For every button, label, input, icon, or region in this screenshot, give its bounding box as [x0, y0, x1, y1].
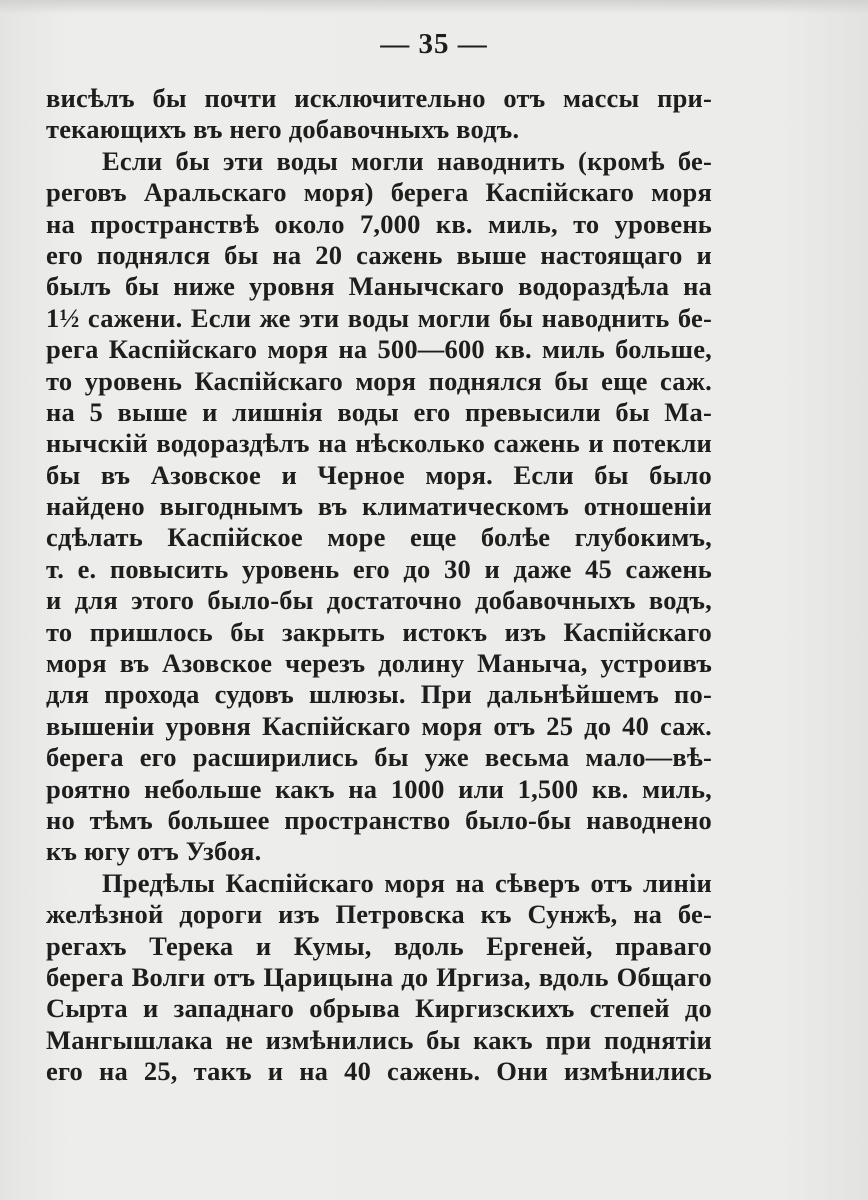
text-line: висѣлъ бы почти исключительно отъ массы при- — [46, 83, 712, 113]
text-line: но тѣмъ большее пространство было-бы наводнено — [46, 804, 712, 835]
text-line: вышеніи уровня Каспійскаго моря отъ 25 до 40 саж. — [46, 710, 712, 741]
text-line: Если бы эти воды могли наводнить (кромѣ бе- — [102, 145, 712, 176]
text-line: найдено выгоднымъ въ климатическомъ отношеніи — [46, 491, 712, 522]
text-line: нычскій водораздѣлъ на нѣсколько сажень и потекли — [46, 428, 712, 459]
text-line: регахъ Терека и Кумы, вдоль Ергеней, праваго — [46, 930, 712, 961]
text-line: берега его расширились бы уже весьма мало—вѣ- — [46, 742, 712, 773]
text-line: Сырта и западнаго обрыва Киргизскихъ степей до — [46, 993, 712, 1024]
text-line: его поднялся бы на 20 сажень выше настоящаго и — [46, 239, 712, 270]
paragraph — [46, 146, 712, 868]
paragraph — [46, 83, 712, 146]
text-line: т. е. повысить уровень его до 30 и даже 45 сажень — [46, 553, 712, 584]
text-line: моря въ Азовское черезъ долину Маныча, устроивъ — [46, 648, 712, 679]
text-line: и для этого было-бы достаточно добавочныхъ водъ, — [46, 585, 712, 616]
text-line: то пришлось бы закрыть истокъ изъ Каспійскаго — [46, 616, 712, 647]
text-line: Мангышлака не измѣнились бы какъ при поднятіи — [46, 1024, 712, 1055]
text-line: на пространствѣ около 7,000 кв. миль, то уровень — [46, 208, 712, 239]
text-line: его на 25, такъ и на 40 сажень. Они измѣнились — [46, 1056, 712, 1087]
text-line: сдѣлать Каспійское море еще болѣе глубокимъ, — [46, 522, 712, 553]
text-line: былъ бы ниже уровня Манычскаго водораздѣла на — [46, 271, 712, 302]
text-line: 1½ сажени. Если же эти воды могли бы наводнить бе- — [46, 302, 712, 333]
text-line: роятно небольше какъ на 1000 или 1,500 кв. миль, — [46, 773, 712, 804]
text-line: то уровень Каспійскаго моря поднялся бы еще саж. — [46, 365, 712, 396]
text-line: текающихъ въ него добавочныхъ водъ. — [46, 114, 520, 145]
text-line: берега Волги отъ Царицына до Иргиза, вдоль Общаго — [46, 961, 712, 992]
text-line: желѣзной дороги изъ Петровска къ Сунжѣ, на бе- — [46, 899, 712, 930]
text-line: для прохода судовъ шлюзы. При дальнѣйшемъ по- — [46, 679, 712, 710]
page-edge-shadow — [0, 0, 868, 14]
text-line: на 5 выше и лишнія воды его превысили бы Ма- — [46, 396, 712, 427]
page-number: — 35 — — [380, 28, 488, 60]
text-line: къ югу отъ Узбоя. — [46, 836, 262, 867]
body-text — [46, 83, 712, 1088]
text-line: реговъ Аральскаго моря) берега Каспійскаго моря — [46, 177, 712, 208]
text-line: Предѣлы Каспійскаго моря на сѣверъ отъ линіи — [102, 867, 712, 898]
text-line: рега Каспійскаго моря на 500—600 кв. миль больше, — [46, 334, 712, 365]
text-line: бы въ Азовское и Черное моря. Если бы было — [46, 459, 712, 490]
paragraph — [46, 868, 712, 1088]
